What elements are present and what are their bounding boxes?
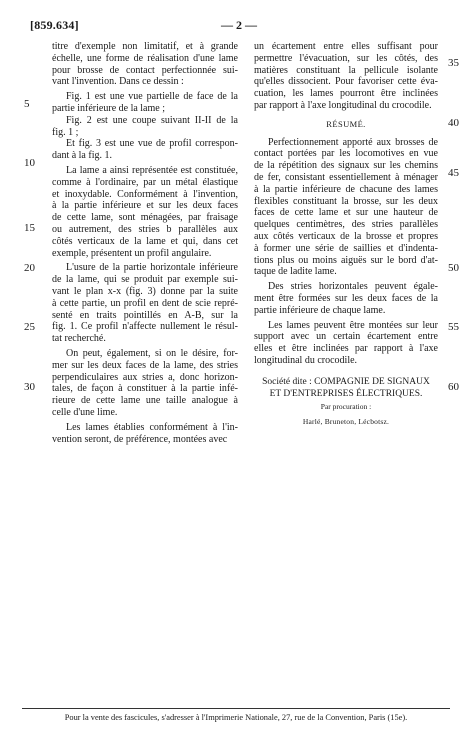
text-line: Et fig. 3 est une vue de profil correspon-: [66, 138, 238, 150]
text-line: matières constituant la pellicule isolante: [254, 64, 438, 76]
page-number: — 2 —: [221, 18, 257, 32]
text-line: quelques centimètres, des stries parallèles: [254, 219, 438, 231]
text-line: cuation, les lames pourront être inclinées: [254, 88, 438, 100]
text-line: Fig. 1 est une vue partielle de face de la: [66, 91, 238, 103]
text-line: mer sur les deux faces de la lame, des stries: [52, 359, 238, 371]
text-line: de cette lame, sont ménagées, par fraisage: [52, 212, 238, 224]
text-line: de fer, consistant essentiellement à ménager: [254, 171, 438, 183]
resume-heading: RÉSUMÉ.: [326, 118, 366, 129]
left-column: [52, 41, 238, 445]
mandataire-label: Par procuration :: [320, 402, 372, 412]
text-line: taque de ladite lame.: [254, 266, 337, 278]
text-line: de la lame, qui se produit par exemple sui-: [52, 274, 238, 286]
text-line: Les lames peuvent être montées sur leur: [268, 319, 438, 331]
text-line: un écartement entre elles suffisant pour: [254, 41, 438, 52]
margin-line-number: 45: [448, 167, 459, 179]
text-line: de la répétition des signaux sur les chemins: [254, 160, 438, 172]
text-line: ment être formées sur les deux faces de la: [254, 292, 438, 304]
margin-line-number: 15: [24, 222, 35, 234]
patent-number: [859.634]: [30, 18, 79, 32]
text-line: vant le plan x-x (fig. 3) donne par la suite: [52, 285, 238, 297]
text-line: à la partie inférieure et sur les deux faces: [52, 200, 238, 212]
text-line: dant à la fig. 1.: [52, 150, 112, 162]
text-line: partie inférieure de chaque lame.: [254, 304, 386, 316]
text-line: à la partie inférieure de chacune des lames: [254, 183, 438, 195]
company-line-2: ET D'ENTREPRISES ÉLECTRIQUES.: [269, 388, 423, 399]
margin-line-number: 60: [448, 381, 459, 393]
text-line: à former une série de saillies et d'indenta-: [254, 242, 438, 254]
margin-line-number: 35: [448, 57, 459, 69]
text-line: vant l'invention. Dans ce dessin :: [52, 76, 184, 88]
text-line: rieure de cette lame une taille analogue à: [52, 395, 238, 407]
text-line: tales, de façon à constituer à la partie infé-: [52, 383, 238, 395]
text-line: Des stries horizontales peuvent égale-: [268, 281, 438, 293]
text-line: La lame a ainsi représentée est constituée,: [66, 164, 238, 176]
text-line: contact portées par les locomotives en vue: [254, 148, 438, 160]
text-line: Perfectionnement apporté aux brosses de: [268, 136, 438, 148]
text-line: échelle, une forme de réalisation d'une lame: [52, 52, 238, 64]
text-line: qu'elles dissocient. Pour favoriser cette éva-: [254, 76, 438, 88]
text-line: perpendiculaires aux stries a, donc horizon-: [52, 371, 238, 383]
text-line: fig. 1 ;: [52, 126, 79, 138]
text-line: à cette partie, un profil en dent de scie repré-: [52, 297, 238, 309]
margin-line-number: 25: [24, 321, 35, 333]
footer-text: Pour la vente des fascicules, s'adresser à l'Imprimerie Nationale, 27, rue de la Convention, Paris (15e).: [64, 713, 408, 722]
margin-line-number: 5: [24, 98, 30, 110]
text-line: titre d'exemple non limitatif, et à grande: [52, 41, 238, 52]
margin-line-number: 55: [448, 321, 459, 333]
margin-line-number: 30: [24, 381, 35, 393]
margin-line-number: 20: [24, 262, 35, 274]
text-line: Fig. 2 est une coupe suivant II-II de la: [66, 114, 238, 126]
text-line: celle d'une lime.: [52, 406, 118, 418]
text-line: pour brosse de contact perfectionnée sui-: [52, 64, 238, 76]
text-line: par rapport à l'axe longitudinal du crocodile.: [254, 99, 432, 111]
margin-line-number: 40: [448, 117, 459, 129]
text-line: vention seront, de préférence, montées avec: [52, 433, 228, 445]
text-line: longitudinal du crocodile.: [254, 354, 358, 366]
footer-rule: [22, 708, 450, 709]
agents-names: Harlé, Bruneton, Lécbotsz.: [302, 417, 390, 427]
text-line: tions plus ou moins aiguës sur le bord d'at-: [254, 254, 438, 266]
text-line: exemple, présentent un profil angulaire.: [52, 247, 212, 259]
text-line: et inoxydable. Conformément à l'invention,: [52, 188, 238, 200]
text-line: ou autrement, des stries b parallèles aux: [52, 223, 238, 235]
text-line: On peut, également, si on le désire, for-: [66, 347, 238, 359]
text-line: senté en traits pointillés en A-B, sur la: [52, 309, 238, 321]
text-line: L'usure de la partie horizontale inférieure: [66, 262, 238, 274]
margin-line-number: 10: [24, 157, 35, 169]
text-line: elles et être inclinées par rapport à l'axe: [254, 343, 438, 355]
text-line: flexibles constituant la brosse, sur les deux: [254, 195, 438, 207]
margin-line-number: 50: [448, 262, 459, 274]
company-line-1: Société dite : COMPAGNIE DE SIGNAUX: [262, 376, 430, 387]
text-line: fig. 1. Ce profil n'affecte nullement le résul-: [52, 321, 238, 333]
text-line: comme à l'ordinaire, par un métal élastique: [52, 176, 238, 188]
text-line: permettre l'évacuation, sur les côtés, des: [254, 52, 438, 64]
text-line: tat recherché.: [52, 333, 106, 345]
text-line: faces de cette lame et sur une hauteur de: [254, 207, 438, 219]
text-line: côtés verticaux de la lame et qui, dans cet: [52, 235, 238, 247]
text-line: aux côtés verticaux de la brosse et propres: [254, 230, 438, 242]
text-line: support avec un certain écartement entre: [254, 331, 438, 343]
text-line: partie inférieure de la lame ;: [52, 102, 165, 114]
text-line: Les lames établies conformément à l'in-: [66, 421, 238, 433]
right-column: [254, 41, 438, 428]
